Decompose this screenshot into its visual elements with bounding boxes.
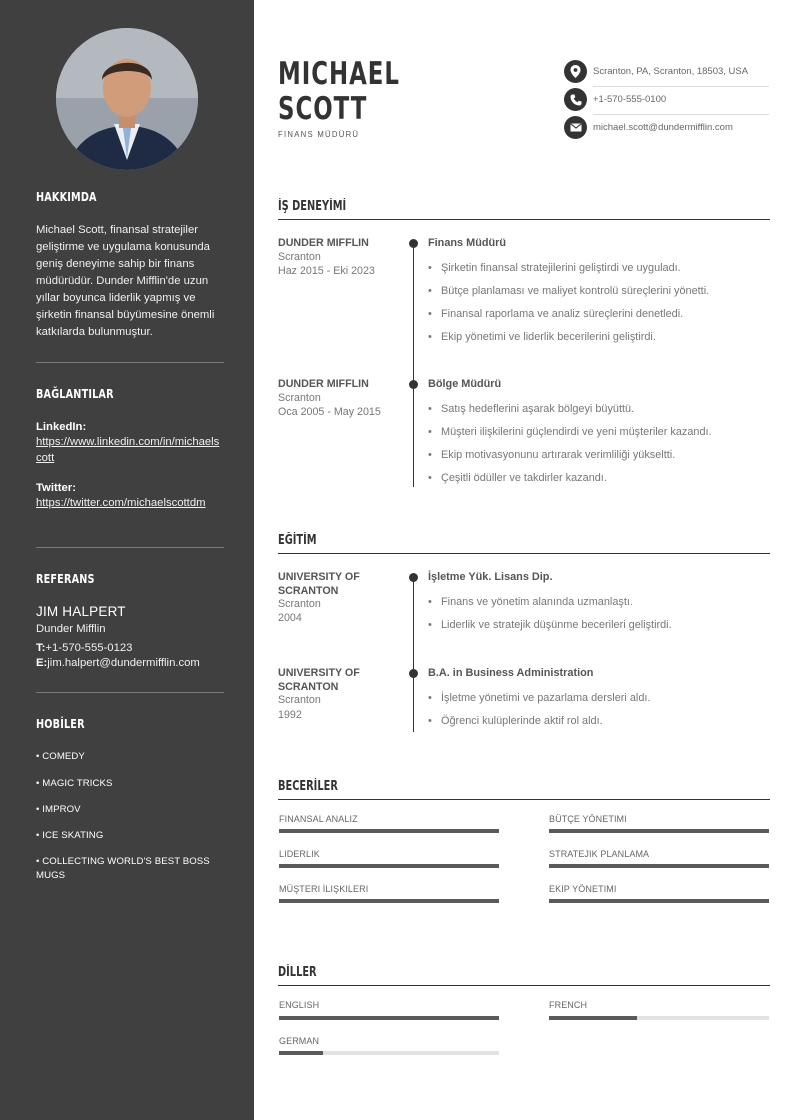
skill-bar — [279, 899, 499, 903]
experience-timeline — [413, 243, 414, 487]
linkedin-label: LinkedIn: — [36, 421, 87, 433]
experience-bullet: • Müşteri ilişkilerini güçlendirdi ve yeni müşteriler kazandı. — [428, 426, 712, 438]
language-bar — [549, 1016, 769, 1020]
timeline-dot — [409, 380, 418, 389]
language-bar-fill — [279, 1016, 499, 1020]
location-pin-icon — [564, 60, 587, 83]
contact-divider — [593, 114, 769, 115]
experience-bullet: • Ekip yönetimi ve liderlik becerilerini geliştirdi. — [428, 331, 656, 343]
reference-email — [36, 657, 200, 669]
skill-bar-fill — [549, 864, 769, 868]
education-bullet: • İşletme yönetimi ve pazarlama dersleri aldı. — [428, 692, 650, 704]
hobby-item: • COLLECTING WORLD'S BEST BOSS MUGS — [36, 856, 210, 881]
education-degree: İşletme Yük. Lisans Dip. — [428, 571, 553, 583]
skill-bar-fill — [549, 899, 769, 903]
language-bar-fill — [549, 1016, 637, 1020]
about-heading: HAKKIMDA — [36, 189, 97, 204]
education-degree: B.A. in Business Administration — [428, 667, 594, 679]
contact-address-text: Scranton, PA, Scranton, 18503, USA — [593, 66, 749, 77]
contact-divider — [593, 86, 769, 87]
reference-phone — [36, 642, 132, 654]
reference-phone-label: T: — [36, 642, 46, 654]
section-rule — [278, 219, 770, 220]
contact-email — [564, 116, 769, 144]
experience-bullet: • Bütçe planlaması ve maliyet kontrolü süreçlerini yönetti. — [428, 285, 709, 297]
language-bar — [279, 1016, 499, 1020]
reference-phone-value: +1-570-555-0123 — [45, 642, 133, 654]
education-year: 1992 — [278, 709, 302, 721]
reference-email-label: E: — [36, 657, 48, 669]
education-org — [278, 667, 403, 694]
education-bullet: • Finans ve yönetim alanında uzmanlaştı. — [428, 596, 633, 608]
experience-location: Scranton — [278, 392, 321, 404]
reference-email-value: jim.halpert@dundermifflin.com — [47, 657, 200, 669]
education-timeline — [413, 577, 414, 732]
education-year: 2004 — [278, 612, 302, 624]
about-text: Michael Scott, finansal stratejiler geliştirme ve uygulama konusunda geniş deneyime sahip bir finans müdürüdür. Dunder Mifflin'de uzun yıllar boyunca liderlik yapmış ve şirketin finansal büyümesine önemli katkılarda bulunmuştur. — [36, 224, 215, 338]
sidebar-divider — [36, 547, 224, 548]
education-location: Scranton — [278, 598, 321, 610]
education-bullet: • Liderlik ve stratejik düşünme becerileri geliştirdi. — [428, 619, 672, 631]
experience-dates: Oca 2005 - May 2015 — [278, 406, 381, 418]
timeline-dot — [409, 669, 418, 678]
twitter-link[interactable]: https://twitter.com/michaelscottdm — [36, 497, 206, 509]
experience-location: Scranton — [278, 251, 321, 263]
skill-bar — [279, 864, 499, 868]
education-bullet: • Öğrenci kulüplerinde aktif rol aldı. — [428, 715, 603, 727]
profile-photo — [56, 28, 198, 170]
experience-org: DUNDER MIFFLIN — [278, 237, 369, 249]
hobby-item: • MAGIC TRICKS — [36, 778, 113, 789]
skill-bar-fill — [279, 864, 499, 868]
experience-bullet: • Ekip motivasyonunu artırarak verimliliği yükseltti. — [428, 449, 675, 461]
reference-name: JIM HALPERT — [36, 604, 126, 619]
job-title: FINANS MÜDÜRÜ — [278, 129, 360, 139]
language-label: GERMAN — [279, 1036, 320, 1046]
section-rule — [278, 799, 770, 800]
hobby-item: • ICE SKATING — [36, 830, 104, 841]
skill-label: MÜŞTERI İLIŞKILERI — [279, 884, 369, 894]
sidebar — [0, 0, 254, 1120]
skill-bar — [549, 899, 769, 903]
hobby-item: • IMPROV — [36, 804, 81, 815]
skill-bar-fill — [279, 899, 499, 903]
experience-role: Bölge Müdürü — [428, 378, 502, 390]
timeline-dot — [409, 573, 418, 582]
sidebar-divider — [36, 362, 224, 363]
language-label: FRENCH — [549, 1000, 588, 1010]
language-label: ENGLISH — [279, 1000, 320, 1010]
contact-phone — [564, 88, 769, 116]
phone-icon — [564, 88, 587, 111]
skill-bar-fill — [279, 829, 499, 833]
experience-bullet: • Çeşitli ödüller ve takdirler kazandı. — [428, 472, 607, 484]
hobby-item: • COMEDY — [36, 751, 85, 762]
contact-phone-text: +1-570-555-0100 — [593, 94, 667, 105]
education-org — [278, 571, 403, 598]
last-name: SCOTT — [278, 91, 368, 127]
timeline-dot — [409, 239, 418, 248]
section-rule — [278, 553, 770, 554]
linkedin-link[interactable]: https://www.linkedin.com/in/michaelscott — [36, 436, 220, 464]
experience-bullet: • Satış hedeflerini aşarak bölgeyi büyüttü. — [428, 403, 634, 415]
language-bar-fill — [279, 1051, 323, 1055]
twitter-label: Twitter: — [36, 482, 76, 494]
skill-bar-fill — [549, 829, 769, 833]
education-org-line: UNIVERSITY OF — [278, 571, 360, 583]
envelope-icon — [564, 116, 587, 139]
skill-label: BÜTÇE YÖNETIMI — [549, 814, 627, 824]
experience-org: DUNDER MIFFLIN — [278, 378, 369, 390]
skill-label: LIDERLIK — [279, 849, 320, 859]
languages-heading: DİLLER — [278, 965, 317, 980]
skill-bar — [549, 829, 769, 833]
education-location: Scranton — [278, 694, 321, 706]
education-org-line: SCRANTON — [278, 680, 339, 693]
skill-label: EKIP YÖNETIMI — [549, 884, 617, 894]
education-org-line: SCRANTON — [278, 584, 339, 597]
skill-bar — [279, 829, 499, 833]
skill-label: STRATEJIK PLANLAMA — [549, 849, 650, 859]
education-org-line: UNIVERSITY OF — [278, 667, 360, 679]
skill-bar — [549, 864, 769, 868]
language-bar — [279, 1051, 499, 1055]
hobbies-heading: HOBİLER — [36, 716, 85, 731]
experience-role: Finans Müdürü — [428, 237, 507, 249]
contact-address — [564, 60, 769, 88]
experience-bullet: • Finansal raporlama ve analiz süreçlerini denetledi. — [428, 308, 683, 320]
links-heading: BAĞLANTILAR — [36, 386, 114, 401]
first-name: MICHAEL — [278, 56, 400, 92]
skill-label: FINANSAL ANALIZ — [279, 814, 358, 824]
experience-bullet: • Şirketin finansal stratejilerini geliştirdi ve uyguladı. — [428, 262, 681, 274]
sidebar-divider — [36, 692, 224, 693]
education-heading: EĞİTİM — [278, 533, 317, 548]
skills-heading: BECERİLER — [278, 779, 338, 794]
section-rule — [278, 985, 770, 986]
experience-dates: Haz 2015 - Eki 2023 — [278, 265, 375, 277]
experience-heading: İŞ DENEYİMİ — [278, 199, 347, 214]
reference-heading: REFERANS — [36, 571, 95, 586]
person-portrait-icon — [56, 28, 198, 170]
contact-email-text[interactable]: michael.scott@dundermifflin.com — [593, 122, 733, 133]
reference-company: Dunder Mifflin — [36, 623, 106, 635]
